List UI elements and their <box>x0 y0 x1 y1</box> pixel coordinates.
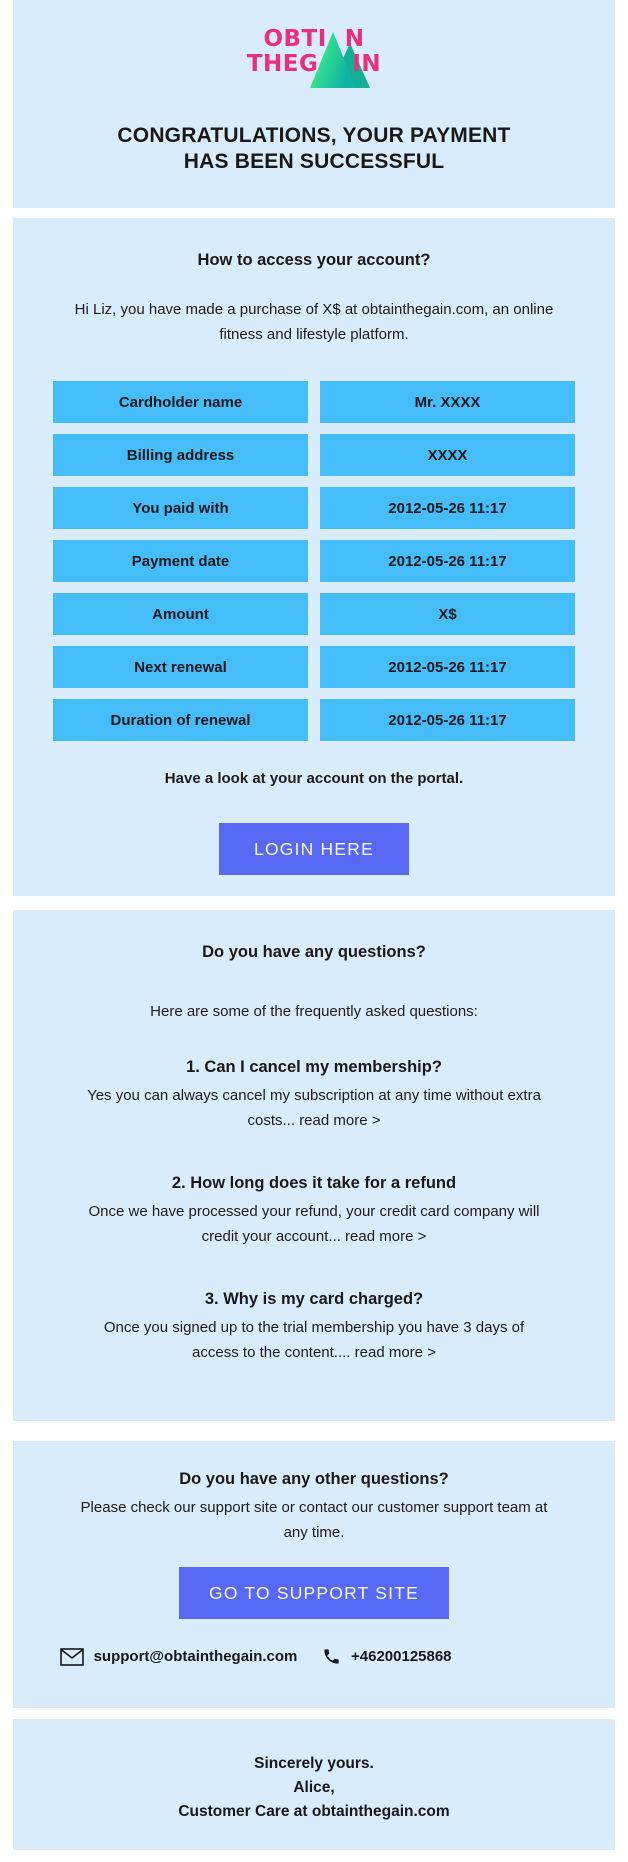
congrats-title-line2: HAS BEEN SUCCESSFUL <box>183 150 445 173</box>
table-value-cell: 2012-05-26 11:17 <box>320 646 575 688</box>
table-value-cell: 2012-05-26 11:17 <box>320 540 575 582</box>
footer-role: Customer Care at obtainthegain.com <box>178 1803 450 1820</box>
read-more-link[interactable]: read more > <box>299 1111 381 1129</box>
faq-question: 2. How long does it take for a refund <box>171 1174 457 1192</box>
portal-note: Have a look at your account on the portal. <box>164 770 464 787</box>
table-label-cell: Billing address <box>53 434 308 476</box>
phone-link[interactable] <box>314 1647 585 1666</box>
footer-section <box>13 1719 615 1850</box>
faq-answer <box>79 1084 549 1133</box>
table-label-cell: Amount <box>53 593 308 635</box>
email-link[interactable] <box>43 1648 314 1666</box>
logo-line2 <box>224 52 404 77</box>
congrats-title-line1: CONGRATULATIONS, YOUR PAYMENT <box>117 124 511 147</box>
faq-question: 1. Can I cancel my membership? <box>186 1058 442 1076</box>
congrats-title <box>33 123 595 175</box>
faq-intro: Here are some of the frequently asked questions: <box>150 1003 478 1020</box>
faq-answer <box>79 1200 549 1249</box>
email-text: support@obtainthegain.com <box>93 1648 298 1665</box>
logo-line2-left: THEG <box>246 51 319 77</box>
phone-text: +46200125868 <box>351 1648 452 1665</box>
read-more-link[interactable]: read more > <box>354 1343 436 1361</box>
support-body: Please check our support site or contact our customer support team at any time. <box>80 1499 548 1541</box>
faq-heading: Do you have any questions? <box>202 943 426 961</box>
faq-answer-text: Once we have processed your refund, your credit card company will credit your account... <box>88 1203 540 1245</box>
logo-line1 <box>224 27 404 52</box>
support-site-button[interactable]: GO TO SUPPORT SITE <box>179 1567 449 1619</box>
table-value-cell: 2012-05-26 11:17 <box>320 487 575 529</box>
faq-item <box>53 1058 575 1133</box>
table-label-cell: Cardholder name <box>53 381 308 423</box>
phone-icon <box>322 1647 341 1666</box>
table-value-cell: X$ <box>320 593 575 635</box>
faq-item <box>53 1290 575 1365</box>
logo-line2-right: IN <box>352 51 382 77</box>
account-section <box>13 218 615 896</box>
table-value-cell: Mr. XXXX <box>320 381 575 423</box>
contact-row <box>43 1647 585 1666</box>
table-label-cell: Next renewal <box>53 646 308 688</box>
footer-sincerely: Sincerely yours. <box>254 1755 374 1772</box>
account-heading: How to access your account? <box>197 251 431 269</box>
faq-answer-text: Yes you can always cancel my subscription at any time without extra costs... <box>87 1087 541 1129</box>
support-heading: Do you have any other questions? <box>179 1470 449 1488</box>
footer-name: Alice, <box>293 1779 335 1796</box>
support-section <box>13 1441 615 1708</box>
table-label-cell: Payment date <box>53 540 308 582</box>
payment-details-table <box>53 381 575 741</box>
brand-logo <box>224 27 404 89</box>
login-button[interactable]: LOGIN HERE <box>219 823 409 875</box>
faq-answer <box>79 1316 549 1365</box>
email-icon <box>60 1648 84 1666</box>
logo-line1-right: N <box>344 26 365 52</box>
read-more-link[interactable]: read more > <box>345 1227 427 1245</box>
table-value-cell: XXXX <box>320 434 575 476</box>
table-label-cell: Duration of renewal <box>53 699 308 741</box>
table-value-cell: 2012-05-26 11:17 <box>320 699 575 741</box>
header-section <box>13 0 615 208</box>
account-intro: Hi Liz, you have made a purchase of X$ at obtainthegain.com, an online fitness and lifestyle platform. <box>74 301 554 343</box>
table-label-cell: You paid with <box>53 487 308 529</box>
faq-answer-text: Once you signed up to the trial membership you have 3 days of access to the content.... <box>103 1319 525 1361</box>
faq-section <box>13 910 615 1421</box>
faq-item <box>53 1174 575 1249</box>
logo-text <box>224 27 404 77</box>
faq-question: 3. Why is my card charged? <box>204 1290 424 1308</box>
logo-line1-left: OBTI <box>263 26 327 52</box>
